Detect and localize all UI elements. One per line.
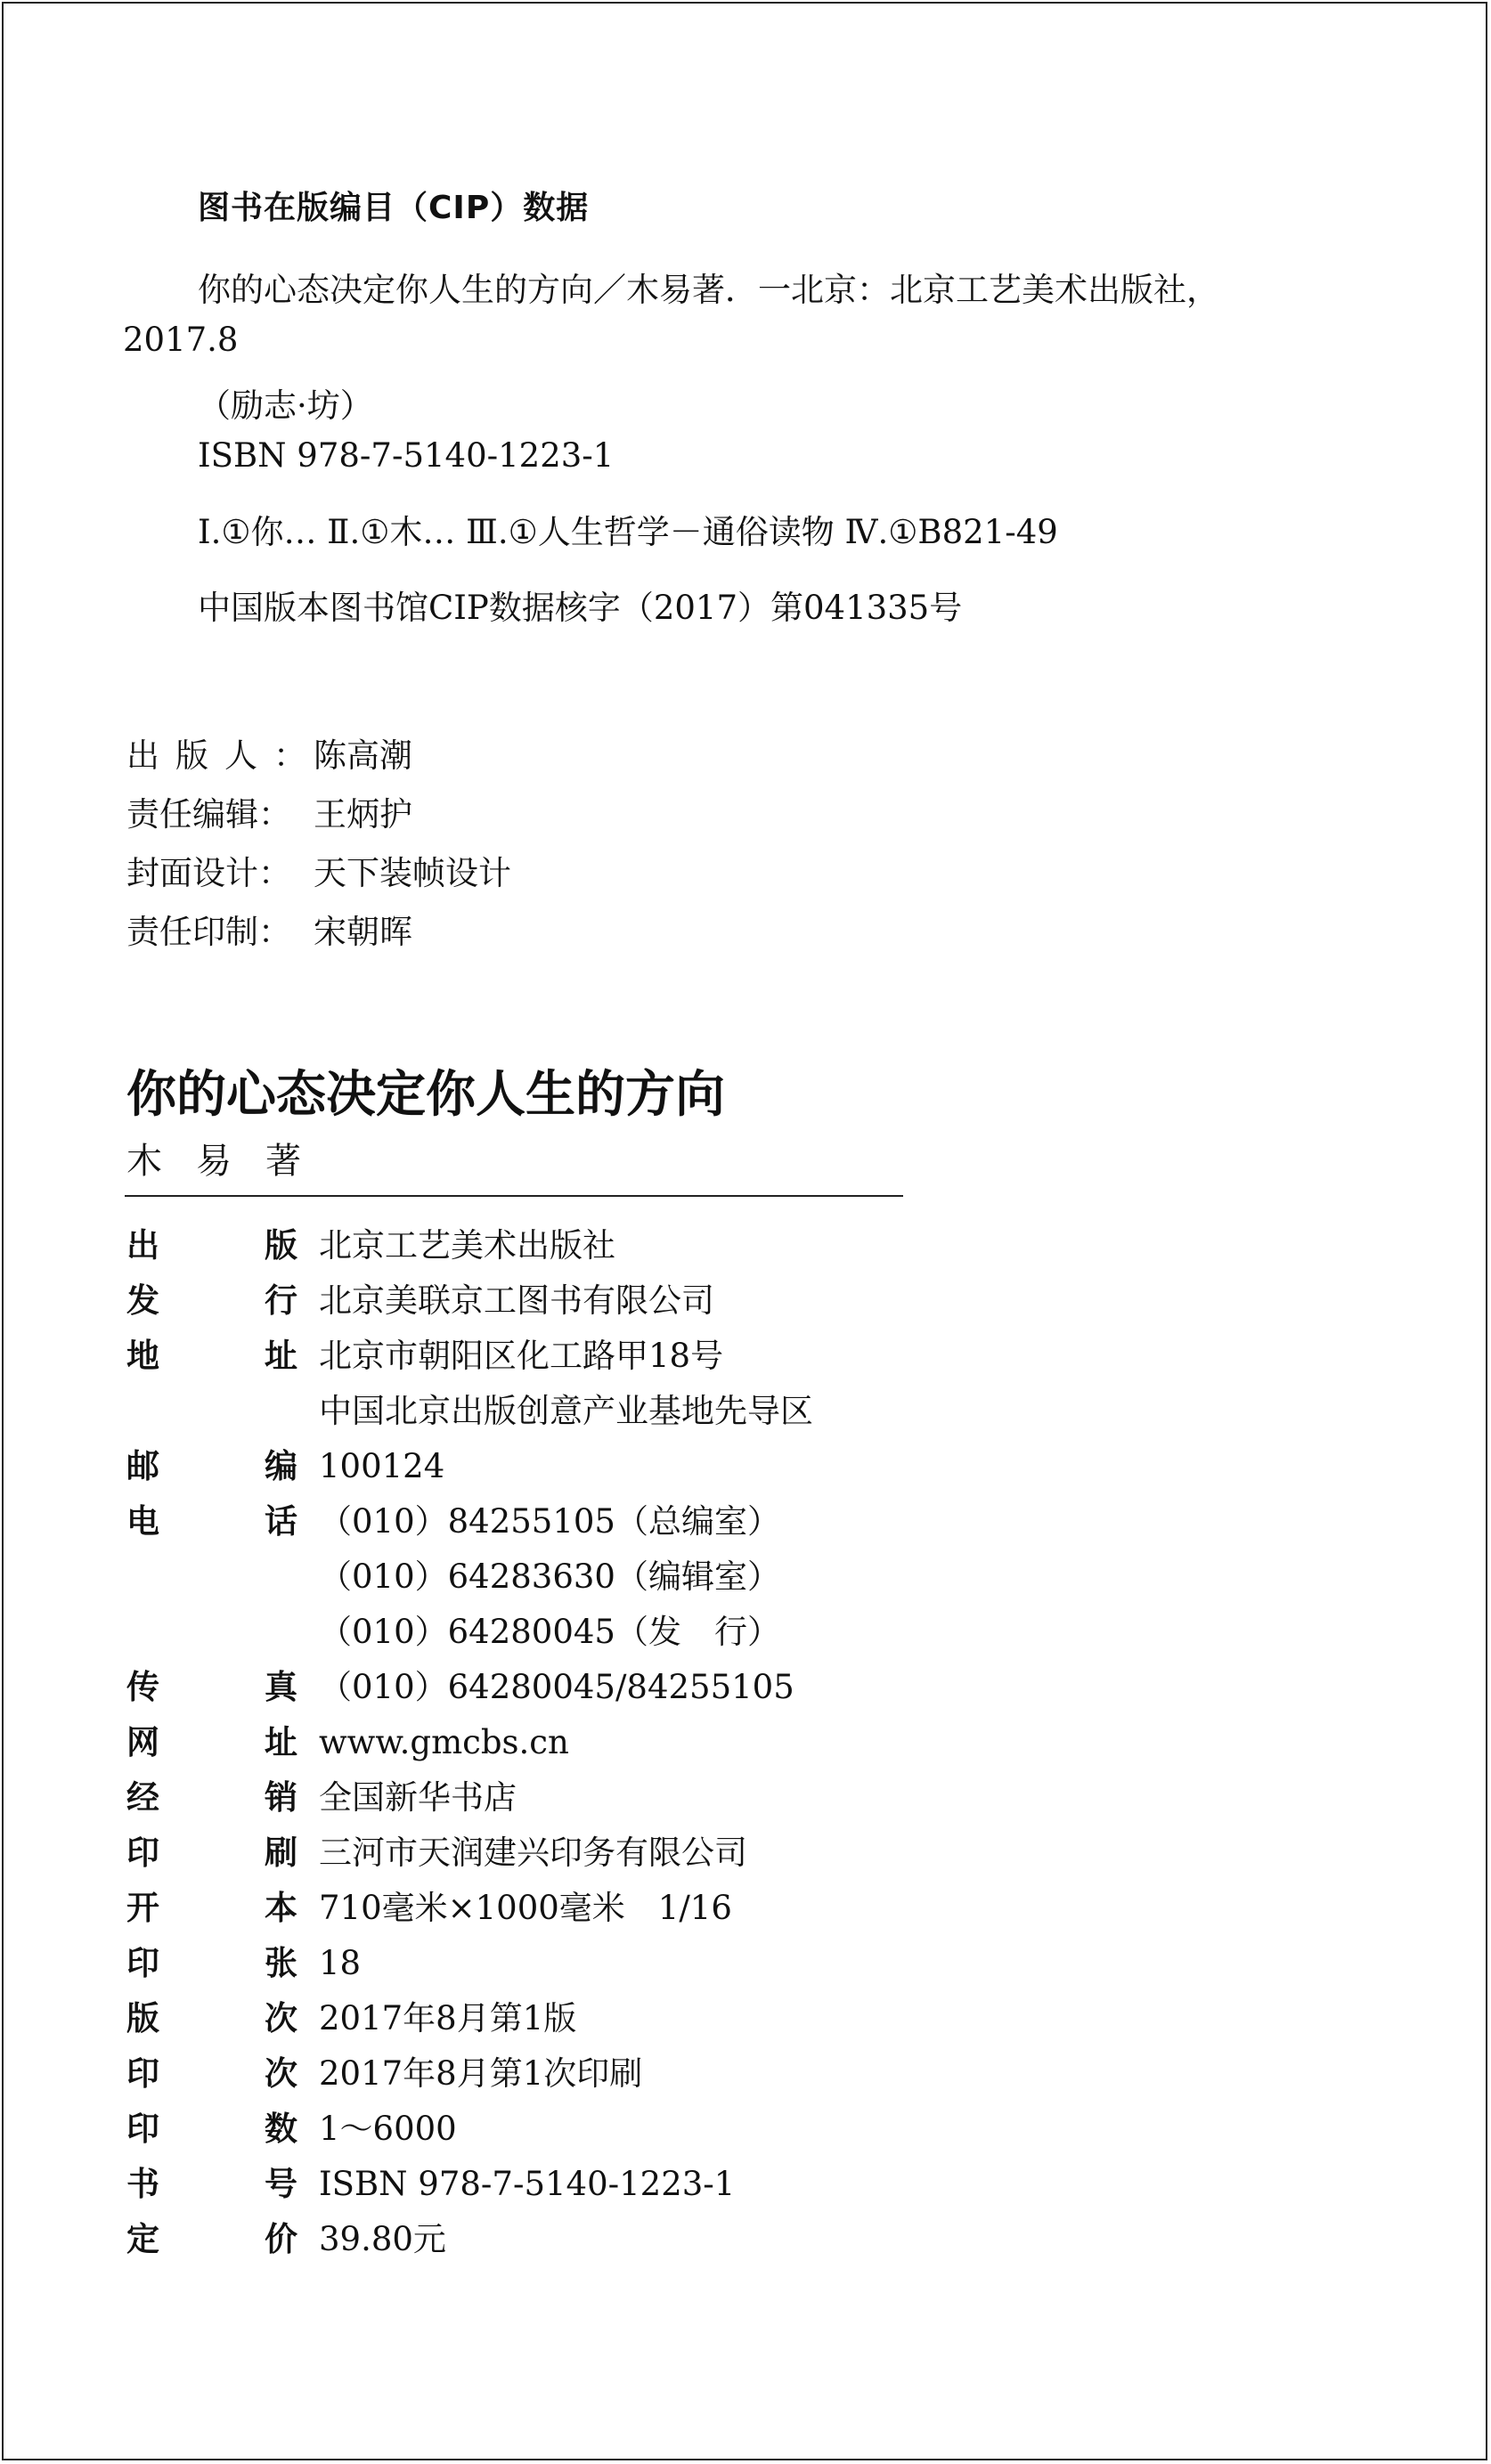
info-value: 100124: [319, 1447, 445, 1485]
info-label-char: 经: [126, 1778, 159, 1817]
staff-value: 王炳护: [314, 795, 412, 834]
info-label: [126, 1936, 319, 1991]
info-label: [126, 1384, 319, 1439]
info-label: [126, 1439, 319, 1494]
info-label: [126, 1715, 319, 1770]
info-row: [126, 1881, 813, 1936]
info-value: 2017年8月第1版: [319, 1999, 577, 2037]
cip-year: 2017.8: [123, 321, 239, 359]
info-label: [126, 1549, 319, 1605]
info-value: 1～6000: [319, 2110, 457, 2148]
info-value: 18: [319, 1944, 362, 1982]
info-row: [126, 1660, 813, 1715]
info-label-char: 印: [126, 2054, 159, 2093]
info-row: [126, 2157, 813, 2212]
info-label: [126, 1494, 319, 1549]
staff-label: 责任印制：: [126, 913, 291, 951]
info-label-char: 本: [265, 1889, 297, 1927]
info-label: [126, 1991, 319, 2046]
info-label: [126, 2102, 319, 2157]
info-label: [126, 1826, 319, 1881]
info-row: [126, 2046, 813, 2102]
cip-main-entry: 你的心态决定你人生的方向／木易著．一北京：北京工艺美术出版社，: [198, 271, 1219, 309]
info-label-char: 邮: [126, 1447, 159, 1485]
info-label-char: 定: [126, 2220, 159, 2258]
info-label-char: 出: [126, 1226, 159, 1265]
staff-row: [126, 787, 511, 846]
info-value: 39.80元: [319, 2220, 446, 2258]
staff-list: [126, 728, 511, 964]
staff-value: 陈高潮: [314, 736, 412, 775]
staff-label: 封面设计：: [126, 854, 291, 892]
staff-value: 天下装帧设计: [314, 854, 511, 892]
info-label-char: 版: [126, 1999, 159, 2037]
info-value: 全国新华书店: [319, 1778, 517, 1817]
cip-isbn: ISBN 978-7-5140-1223-1: [198, 436, 615, 475]
info-value: 北京工艺美术出版社: [319, 1226, 615, 1265]
info-label: [126, 1218, 319, 1273]
info-value: （010）64280045（发 行）: [319, 1613, 780, 1651]
info-label-char: 印: [126, 1944, 159, 1982]
info-row: [126, 1605, 813, 1660]
info-label-char: 编: [265, 1447, 297, 1485]
info-label-char: 数: [265, 2110, 297, 2148]
info-label-char: 号: [265, 2165, 297, 2203]
info-row: [126, 1991, 813, 2046]
staff-row: [126, 905, 511, 964]
title-divider: [125, 1195, 903, 1197]
info-row: [126, 1273, 813, 1329]
info-label: [126, 2046, 319, 2102]
info-row: [126, 1329, 813, 1384]
info-label-char: 书: [126, 2165, 159, 2203]
info-row: [126, 1936, 813, 1991]
staff-value: 宋朝晖: [314, 913, 412, 951]
info-label: [126, 2212, 319, 2267]
info-label-char: 地: [126, 1337, 159, 1375]
info-label-char: 话: [265, 1502, 297, 1541]
cip-verification: 中国版本图书馆CIP数据核字（2017）第041335号: [198, 589, 963, 627]
info-value: 710毫米×1000毫米 1/16: [319, 1889, 732, 1927]
info-row: [126, 1826, 813, 1881]
info-label-char: 次: [265, 1999, 297, 2037]
info-value: （010）64280045/84255105: [319, 1668, 794, 1706]
info-label: [126, 1273, 319, 1329]
info-label: [126, 1329, 319, 1384]
info-value: 北京市朝阳区化工路甲18号: [319, 1337, 724, 1375]
info-value: （010）64283630（编辑室）: [319, 1557, 780, 1596]
info-value: （010）84255105（总编室）: [319, 1502, 780, 1541]
info-value: www.gmcbs.cn: [319, 1723, 569, 1761]
info-label: [126, 1770, 319, 1826]
info-label-char: 销: [265, 1778, 297, 1817]
info-label-char: 版: [265, 1226, 297, 1265]
info-label: [126, 1881, 319, 1936]
staff-row: [126, 728, 511, 787]
staff-row: [126, 846, 511, 905]
info-label: [126, 1605, 319, 1660]
info-label-char: 行: [265, 1281, 297, 1320]
info-label-char: 印: [126, 2110, 159, 2148]
cip-series: （励志·坊）: [198, 386, 373, 425]
info-row: [126, 1439, 813, 1494]
info-label: [126, 1660, 319, 1715]
info-label-char: 址: [265, 1337, 297, 1375]
info-label-char: 网: [126, 1723, 159, 1761]
staff-label: 责任编辑：: [126, 795, 291, 834]
info-row: [126, 2212, 813, 2267]
info-label-char: 价: [265, 2220, 297, 2258]
cip-classification: Ⅰ.①你… Ⅱ.①木… Ⅲ.①人生哲学－通俗读物 Ⅳ.①B821-49: [198, 513, 1058, 551]
info-label-char: 开: [126, 1889, 159, 1927]
info-row: [126, 1770, 813, 1826]
info-value: 三河市天润建兴印务有限公司: [319, 1834, 747, 1872]
info-label: [126, 2157, 319, 2212]
info-label-char: 址: [265, 1723, 297, 1761]
info-row: [126, 1494, 813, 1549]
info-label-char: 电: [126, 1502, 159, 1541]
book-author: 木易著: [126, 1141, 335, 1182]
info-value: 中国北京出版创意产业基地先导区: [319, 1392, 813, 1430]
info-row: [126, 1218, 813, 1273]
info-value: 2017年8月第1次印刷: [319, 2054, 643, 2093]
info-label-char: 传: [126, 1668, 159, 1706]
info-row: [126, 2102, 813, 2157]
staff-label: 出版人：: [126, 736, 322, 775]
cip-heading: 图书在版编目（CIP）数据: [198, 190, 590, 226]
info-row: [126, 1549, 813, 1605]
publication-info: [126, 1218, 813, 2267]
info-label-char: 张: [265, 1944, 297, 1982]
info-label-char: 发: [126, 1281, 159, 1320]
info-label-char: 次: [265, 2054, 297, 2093]
book-title: 你的心态决定你人生的方向: [126, 1066, 725, 1124]
info-label-char: 印: [126, 1834, 159, 1872]
info-value: 北京美联京工图书有限公司: [319, 1281, 714, 1320]
info-value: ISBN 978-7-5140-1223-1: [319, 2165, 736, 2203]
info-row: [126, 1715, 813, 1770]
info-label-char: 刷: [265, 1834, 297, 1872]
info-label-char: 真: [265, 1668, 297, 1706]
info-row: [126, 1384, 813, 1439]
